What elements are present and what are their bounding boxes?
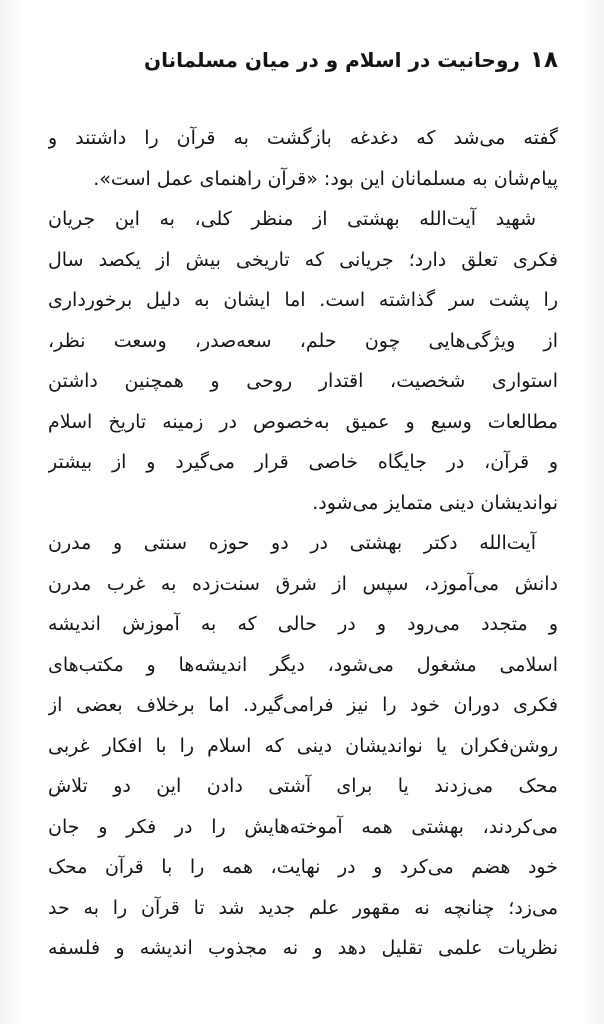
text-line: روشن‌فکران یا نواندیشان دینی که اسلام را با افکار غربی [48,734,558,757]
text-line: و قرآن، در جایگاه خاصی قرار می‌گیرد و از بیشتر [48,451,558,473]
body-text [48,118,558,969]
text-line: فکری دوران خود را نیز فرامی‌گیرد. اما برخلاف بعضی از [48,694,558,716]
page-header [46,40,558,80]
text-line: می‌کردند، بهشتی همه آموخته‌هایش را در فکر و جان [48,815,558,838]
page-number: ۱۸ [529,47,558,73]
text-line: گفته می‌شد که دغدغه بازگشت به قرآن را داشتند و [48,127,558,149]
text-line: نواندیشان دینی متمایز می‌شود. [312,491,558,514]
paragraph-1 [48,118,558,199]
text-line: پیام‌شان به مسلمانان این بود: «قرآن راهنمای عمل است». [93,167,558,190]
running-title: روحانیت در اسلام و در میان مسلمانان [144,48,520,72]
text-line: دانش می‌آموزد، سپس از شرق سنت‌زده به غرب مدرن [48,572,558,595]
text-line: و متجدد می‌رود و در حالی که به آموزش اندیشه [48,613,558,635]
text-line: فکری تعلق دارد؛ جریانی که تاریخی بیش از یکصد سال [48,248,558,271]
text-line: اسلامی مشغول می‌شود، دیگر اندیشه‌ها و مکتب‌های [48,653,558,676]
text-line: آیت‌الله دکتر بهشتی در دو حوزه سنتی و مدرن [48,532,536,554]
text-line: نظریات علمی تقلیل دهد و نه مجذوب اندیشه و فلسفه [48,937,558,959]
text-line: مطالعات وسیع و عمیق به‌خصوص در زمینه تاریخ اسلام [48,410,558,433]
text-line: استواری شخصیت، اقتدار روحی و همچنین داشتن [48,370,558,392]
text-line: می‌زد؛ چنانچه نه مقهور علم جدید شد تا قرآن را به حد [48,896,558,919]
text-line: را پشت سر گذاشته است. اما ایشان به دلیل برخورداری [48,289,558,311]
text-line: خود هضم می‌کرد و در نهایت، همه را با قرآن محک [48,856,558,878]
paragraph-3 [48,523,558,969]
paragraph-2 [48,199,558,523]
text-line: از ویژگی‌هایی چون حلم، سعه‌صدر، وسعت نظر، [48,329,558,352]
text-line: شهید آیت‌الله بهشتی از منظر کلی، به این جریان [48,208,536,230]
text-line: محک می‌زدند یا برای آشتی دادن این دو تلاش [48,775,558,797]
